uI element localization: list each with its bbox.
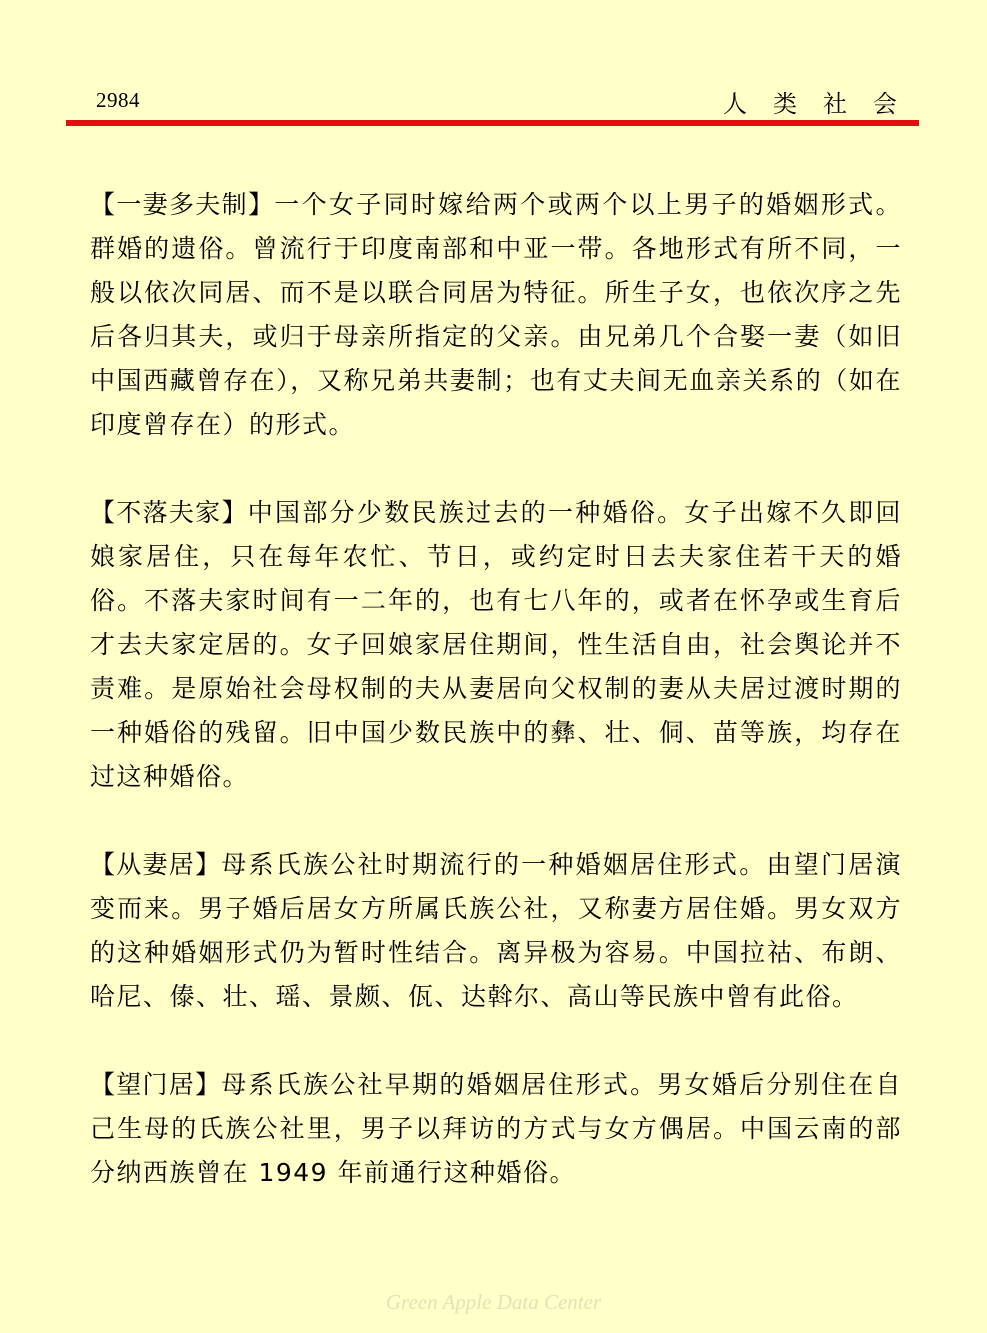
entry-term: 【不落夫家】 [90,498,248,527]
watermark: Green Apple Data Center [385,1290,602,1314]
entry-polyandry [90,183,902,447]
header-rule [66,120,919,126]
page-number: 2984 [96,88,140,112]
entry-term: 【望门居】 [90,1070,222,1099]
entry-term: 【从妻居】 [90,850,222,879]
entry-text: 母系氏族公社时期流行的一种婚姻居住形式。由望门居演变而来。男子婚后居女方所属氏族公社，又称妻方居住婚。男女双方的这种婚姻形式仍为暂时性结合。离异极为容易。中国拉祜、布朗、哈尼、傣、壮、瑶、景颇、佤、达斡尔、高山等民族中曾有此俗。 [90,850,902,1011]
entry-text: 一个女子同时嫁给两个或两个以上男子的婚姻形式。群婚的遗俗。曾流行于印度南部和中亚一带。各地形式有所不同，一般以依次同居、而不是以联合同居为特征。所生子女，也依次序之先后各归其夫，或归于母亲所指定的父亲。由兄弟几个合娶一妻（如旧中国西藏曾存在），又称兄弟共妻制；也有丈夫间无血亲关系的（如在印度曾存在）的形式。 [90,190,902,439]
entry-bu-luo-fu-jia [90,491,902,799]
entry-text: 母系氏族公社早期的婚姻居住形式。男女婚后分别住在自己生母的氏族公社里，男子以拜访的方式与女方偶居。中国云南的部分纳西族曾在 1949 年前通行这种婚俗。 [90,1070,902,1187]
entry-text: 中国部分少数民族过去的一种婚俗。女子出嫁不久即回娘家居住，只在每年农忙、节日，或约定时日去夫家住若干天的婚俗。不落夫家时间有一二年的，也有七八年的，或者在怀孕或生育后才去夫家定居的。女子回娘家居住期间，性生活自由，社会舆论并不责难。是原始社会母权制的夫从妻居向父权制的妻从夫居过渡时期的一种婚俗的残留。旧中国少数民族中的彝、壮、侗、苗等族，均存在过这种婚俗。 [90,498,902,791]
entries-list [90,183,902,1239]
entry-visiting-marriage [90,1063,902,1195]
entry-matrilocal-residence [90,843,902,1019]
running-title: 人类社会 [723,90,923,118]
entry-term: 【一妻多夫制】 [90,190,275,219]
